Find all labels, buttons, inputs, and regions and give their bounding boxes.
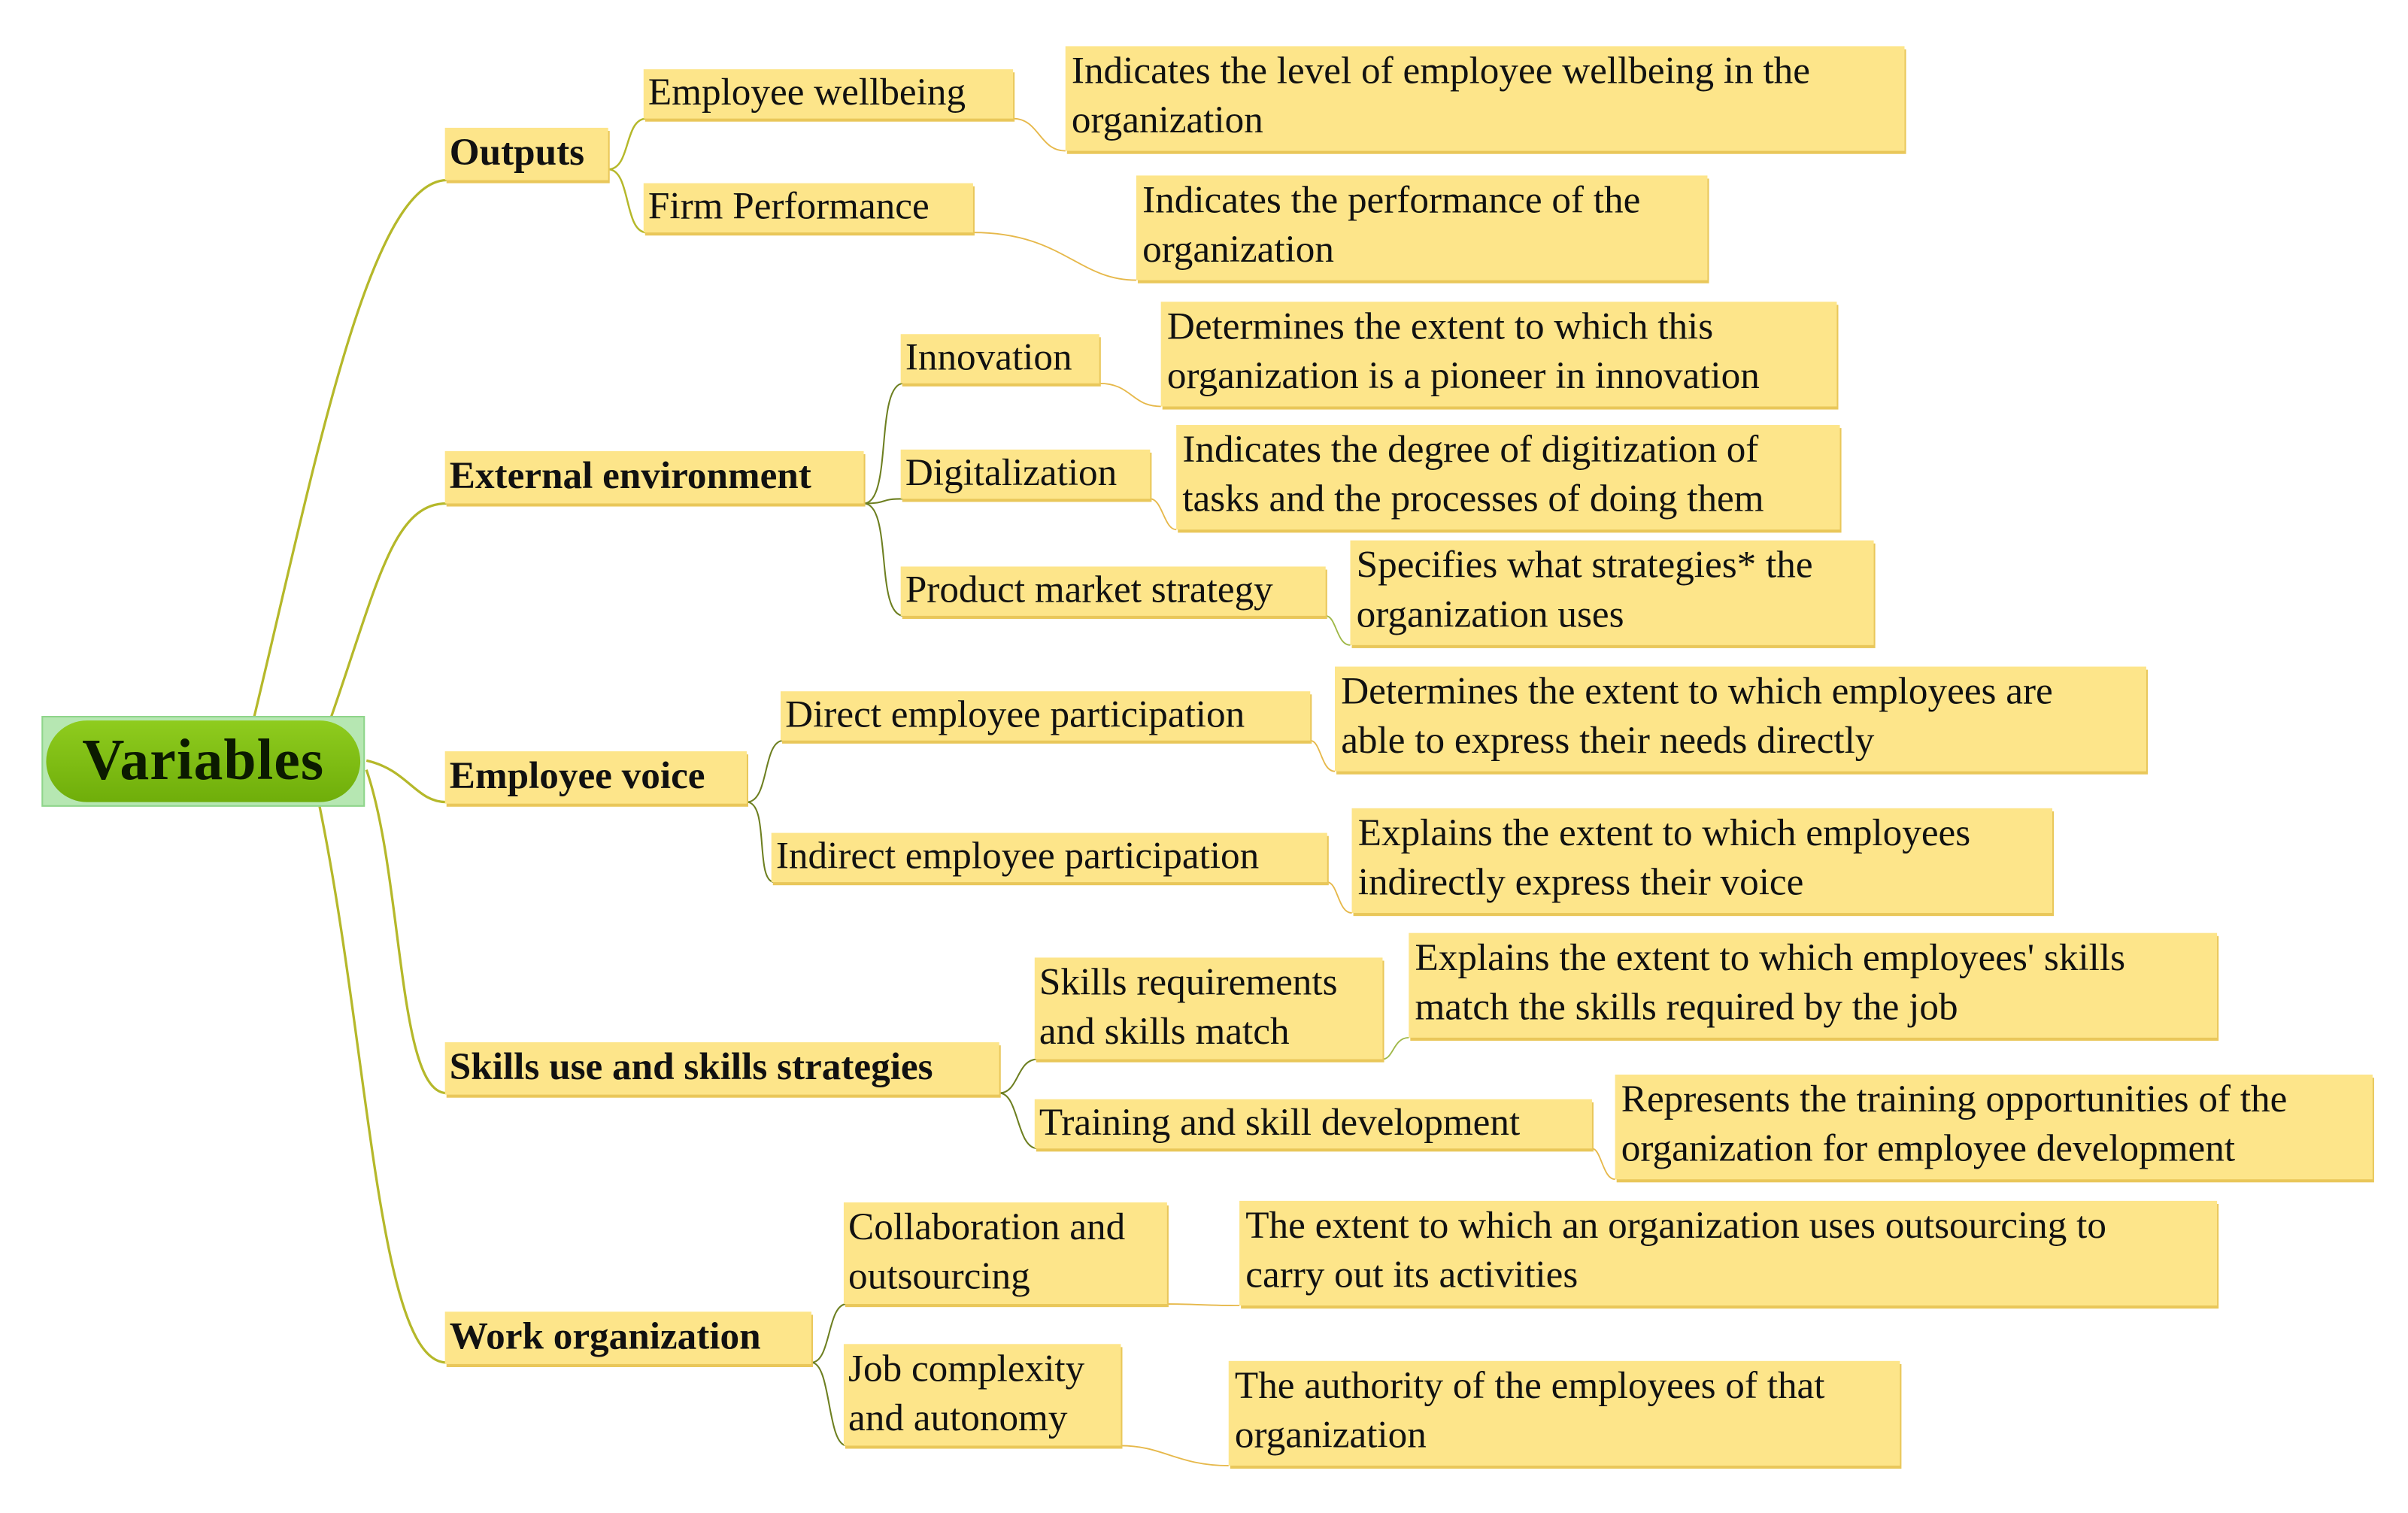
desc-digitalization[interactable]: [1176, 425, 1839, 529]
node-job-complexity[interactable]: Job complexity and autonomy: [844, 1344, 1121, 1445]
desc-line: Determines the extent to which this: [1166, 306, 1714, 348]
link-outputs-performance: [608, 169, 647, 232]
root-node[interactable]: Variables: [46, 720, 360, 802]
link-skills-training: [999, 1093, 1038, 1149]
desc-line: able to express their needs directly: [1341, 720, 1875, 763]
desc-line: organization: [1071, 100, 1263, 142]
desc-line: Represents the training opportunities of the: [1621, 1079, 2288, 1121]
node-digitalization[interactable]: Digitalization: [901, 450, 1151, 499]
desc-line: organization: [1234, 1414, 1427, 1457]
link-product-desc: [1326, 616, 1351, 645]
node-employee-wellbeing[interactable]: Employee wellbeing: [644, 69, 1013, 119]
desc-line: Explains the extent to which employees' skills: [1415, 937, 2126, 980]
desc-line: match the skills required by the job: [1415, 987, 1958, 1029]
desc-skills-requirements[interactable]: [1409, 933, 2217, 1038]
node-collaboration-outsourcing[interactable]: Collaboration and outsourcing: [844, 1202, 1167, 1304]
link-external-product: [864, 503, 904, 615]
node-direct-employee-participation[interactable]: Direct employee participation: [781, 691, 1310, 741]
link-voice-indirect: [747, 802, 775, 882]
link-requirements-desc: [1382, 1038, 1409, 1060]
desc-product-market-strategy[interactable]: [1350, 541, 1873, 645]
desc-employee-wellbeing[interactable]: [1066, 46, 1905, 150]
node-product-market-strategy[interactable]: Product market strategy: [901, 566, 1326, 616]
desc-training-skill-development[interactable]: [1615, 1075, 2373, 1179]
desc-line: tasks and the processes of doing them: [1182, 478, 1764, 520]
branch-work-organization[interactable]: Work organization: [445, 1311, 811, 1364]
link-root-voice: [366, 760, 446, 802]
node-training-skill-development[interactable]: Training and skill development: [1035, 1099, 1592, 1149]
link-direct-desc: [1310, 741, 1335, 772]
node-indirect-employee-participation[interactable]: Indirect employee participation: [772, 833, 1327, 883]
link-root-work: [319, 802, 447, 1363]
link-external-innovation: [864, 384, 904, 504]
branch-employee-voice[interactable]: Employee voice: [445, 751, 747, 804]
desc-line: Indicates the performance of the: [1142, 180, 1641, 222]
link-wellbeing-desc: [1013, 119, 1066, 151]
link-work-collaboration: [811, 1304, 847, 1363]
desc-line: Specifies what strategies* the: [1356, 544, 1813, 587]
desc-line: Explains the extent to which employees: [1357, 812, 1971, 855]
link-work-job: [811, 1363, 847, 1446]
branch-external-environment[interactable]: External environment: [445, 451, 864, 504]
desc-line: organization is a pioneer in innovation: [1166, 355, 1760, 398]
desc-line: organization uses: [1356, 594, 1624, 636]
desc-firm-performance[interactable]: [1136, 175, 1708, 280]
link-training-desc: [1592, 1148, 1615, 1179]
link-root-skills: [366, 770, 446, 1093]
desc-line: carry out its activities: [1245, 1254, 1579, 1296]
node-innovation[interactable]: Innovation: [901, 334, 1099, 384]
desc-direct-employee-participation[interactable]: [1335, 666, 2146, 771]
link-indirect-desc: [1327, 882, 1352, 913]
desc-indirect-employee-participation[interactable]: [1352, 808, 2053, 913]
node-skills-requirements[interactable]: Skills requirements and skills match: [1035, 957, 1383, 1059]
link-root-outputs: [254, 180, 447, 718]
desc-line: organization for employee development: [1621, 1128, 2236, 1170]
desc-line: The authority of the employees of that: [1234, 1365, 1825, 1408]
desc-collaboration-outsourcing[interactable]: [1239, 1201, 2217, 1305]
link-voice-direct: [747, 741, 784, 802]
desc-line: Indicates the level of employee wellbeing in the: [1071, 50, 1810, 92]
desc-line: indirectly express their voice: [1357, 862, 1804, 904]
node-firm-performance[interactable]: Firm Performance: [644, 183, 973, 233]
link-job-desc: [1121, 1445, 1228, 1466]
link-outputs-wellbeing: [608, 119, 647, 170]
link-collaboration-desc: [1167, 1304, 1239, 1305]
desc-innovation[interactable]: [1161, 302, 1837, 406]
desc-line: The extent to which an organization uses outsourcing to: [1245, 1205, 2106, 1248]
desc-line: Indicates the degree of digitization of: [1182, 429, 1759, 471]
branch-skills-use[interactable]: Skills use and skills strategies: [445, 1042, 999, 1095]
branch-outputs[interactable]: Outputs: [445, 128, 608, 180]
link-performance-desc: [973, 232, 1136, 280]
desc-job-complexity[interactable]: [1229, 1361, 1900, 1466]
desc-line: organization: [1142, 229, 1334, 271]
link-root-external: [331, 503, 447, 717]
link-innovation-desc: [1099, 384, 1161, 407]
link-skills-requirements: [999, 1060, 1038, 1093]
link-digitalization-desc: [1150, 499, 1176, 529]
desc-line: Determines the extent to which employees are: [1341, 671, 2053, 713]
